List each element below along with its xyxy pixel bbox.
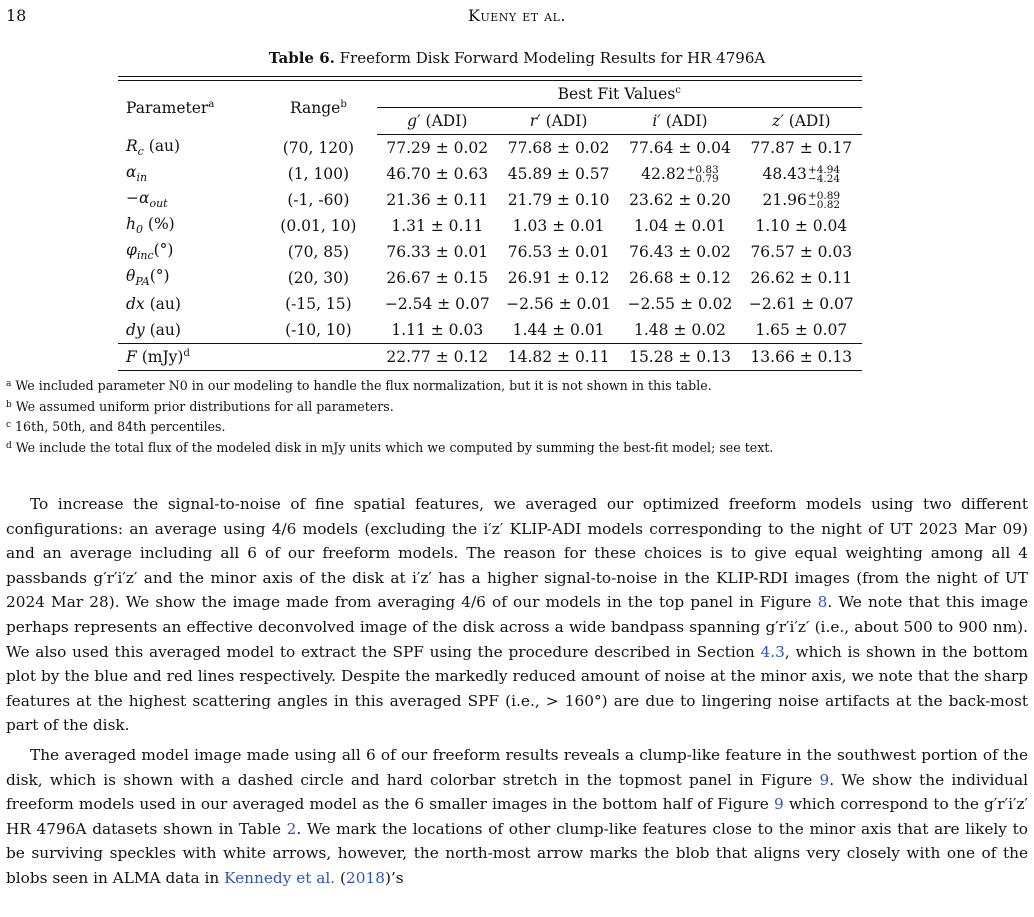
value-cell	[377, 187, 498, 213]
table-row	[118, 187, 862, 213]
value-cell	[741, 161, 862, 187]
header-parameter: Parameter$^a$	[126, 98, 215, 117]
value-cell	[377, 135, 498, 162]
value-cell	[741, 135, 862, 162]
param-symbol: F	[126, 348, 137, 366]
param-footnote: d	[183, 348, 190, 359]
value-text: 26.62 ± 0.11	[750, 269, 853, 287]
param-subscript: 0	[135, 223, 143, 237]
value-cell	[619, 291, 740, 317]
value-text: 1.44 ± 0.01	[512, 321, 605, 339]
value-text: 23.62 ± 0.20	[629, 191, 731, 209]
table-row	[118, 239, 862, 265]
paragraph-1: To increase the signal-to-noise of fine spatial features, we averaged our optimized freeform models using two different configurations: an average using 4/6 models (excluding the i′z′ KLIP-ADI models corresponding to the night of UT 2023 Mar 09) and an average including all 6 of our freeform models. The reason for these choices is to give equal weighting among all 4 passbands g′r′i′z′ and the minor axis of the disk at i′z′ has a higher signal-to-noise in the KLIP-RDI images (from the night of UT 2024 Mar 28). We show the image made from averaging 4/6 of our models in the top panel in Figure 8. We note that this image perhaps represents an effective deconvolved image of the disk across a wide bandpass spanning g′r′i′z′ (i.e., about 500 to 900 nm). We also used this averaged model to extract the SPF using the procedure described in Section 4.3, which is shown in the bottom plot by the blue and red lines respectively. Despite the markedly reduced amount of noise at the minor axis, we note that the sharp features at the highest scattering angles in this averaged SPF (i.e., > 160°) are due to lingering noise artifacts at the back-most part of the disk.	[6, 495, 1028, 735]
paragraph-2: The averaged model image made using all 6 of our freeform results reveals a clump-like feature in the southwest portion of the disk, which is shown with a dashed circle and hard colorbar stretch in the topmost panel in Figure 9. We show the individual freeform models used in our averaged model as the 6 smaller images in the bottom half of Figure 9 which correspond to the g′r′i′z′ HR 4796A datasets shown in Table 2. We mark the locations of other clump-like features close to the minor axis that are likely to be surviving speckles with white arrows, however, the north-most arrow marks the blob that aligns very closely with one of the blobs seen in ALMA data in Kennedy et al. (2018)’s	[6, 745, 1028, 887]
citation-link-kennedy[interactable]: Kennedy et al.	[224, 868, 336, 887]
table-rows	[118, 135, 862, 371]
asym-errors	[807, 189, 841, 211]
param-cell	[118, 135, 260, 162]
asym-errors	[807, 163, 841, 185]
value-cell: 15.28 ± 0.13	[619, 344, 740, 371]
error-minus: −0.79	[686, 172, 719, 185]
range-cell: (1, 100)	[287, 165, 350, 183]
param-cell	[118, 161, 260, 187]
param-subscript: c	[137, 145, 144, 159]
value-text: 1.03 ± 0.01	[512, 217, 605, 235]
param-unit: (au)	[144, 295, 181, 313]
value-cell	[377, 265, 498, 291]
value-text: −2.56 ± 0.01	[506, 295, 612, 313]
range-cell	[260, 344, 376, 371]
value-cell	[498, 213, 619, 239]
citation-link-2018[interactable]: 2018	[346, 868, 385, 887]
footnote	[6, 416, 1026, 437]
param-symbol: R	[126, 137, 138, 156]
param-subscript: out	[149, 197, 168, 211]
table-link-2[interactable]: 2	[286, 819, 297, 838]
table-row	[118, 317, 862, 344]
value-cell	[619, 317, 740, 344]
top-rule	[118, 76, 862, 77]
table-label: Table 6.	[268, 49, 335, 67]
range-cell: (70, 85)	[287, 243, 350, 261]
value-cell	[377, 317, 498, 344]
value-cell	[498, 239, 619, 265]
value-cell	[498, 135, 619, 162]
footnote	[6, 396, 1026, 417]
param-subscript: inc	[136, 249, 154, 263]
value-text: −2.61 ± 0.07	[748, 295, 854, 313]
footnote-mark: a	[6, 379, 12, 389]
param-cell	[118, 344, 260, 371]
value-text: 42.82	[641, 164, 686, 183]
table-row	[118, 161, 862, 187]
value-text: 26.68 ± 0.12	[629, 269, 731, 287]
value-cell	[741, 265, 862, 291]
value-text: 76.57 ± 0.03	[750, 243, 853, 261]
param-cell	[118, 239, 260, 265]
header-band-i: i′ (ADI)	[619, 108, 740, 135]
value-text: 45.89 ± 0.57	[507, 165, 610, 183]
footnote	[6, 437, 1026, 458]
footnote-mark: d	[6, 440, 12, 451]
param-symbol: dy	[126, 321, 145, 339]
value-cell	[498, 317, 619, 344]
value-text: 76.33 ± 0.01	[386, 243, 489, 261]
value-text: 46.70 ± 0.63	[386, 165, 489, 183]
value-cell	[619, 265, 740, 291]
value-cell	[377, 161, 498, 187]
value-cell	[619, 135, 740, 162]
value-cell	[619, 161, 740, 187]
value-cell	[619, 187, 740, 213]
param-unit: (°)	[153, 241, 174, 260]
value-cell	[498, 291, 619, 317]
value-cell: 14.82 ± 0.11	[498, 344, 619, 371]
value-text: −2.54 ± 0.07	[384, 295, 490, 313]
value-cell: 13.66 ± 0.13	[741, 344, 862, 371]
value-text: 1.04 ± 0.01	[634, 217, 726, 235]
table-row	[118, 291, 862, 317]
value-cell	[741, 317, 862, 344]
value-cell	[498, 187, 619, 213]
value-text: 77.64 ± 0.04	[629, 139, 731, 157]
error-plus: +0.89	[807, 189, 841, 202]
param-unit: (mJy)	[136, 348, 184, 366]
param-symbol: θ	[126, 267, 136, 286]
param-cell	[118, 187, 260, 213]
param-symbol: φ	[126, 241, 137, 260]
error-minus: −4.24	[807, 172, 841, 185]
value-text: 26.91 ± 0.12	[507, 269, 610, 287]
footnote-text: We included parameter N0 in our modeling to handle the flux normalization, but it is not shown in this table.	[15, 378, 712, 393]
table-caption	[0, 49, 1034, 67]
error-plus: +4.94	[807, 163, 841, 176]
param-subscript: PA	[135, 275, 150, 289]
value-cell	[377, 239, 498, 265]
header-band-r: r′ (ADI)	[498, 108, 619, 135]
value-text: 1.10 ± 0.04	[755, 217, 848, 235]
footnote-mark: b	[6, 399, 12, 410]
running-head: Kueny et al.	[467, 6, 566, 25]
value-cell	[377, 291, 498, 317]
figure-link-8[interactable]: 8	[817, 593, 828, 612]
value-text: 1.48 ± 0.02	[634, 321, 726, 339]
header-band-z: z′ (ADI)	[741, 108, 862, 135]
range-cell: (0.01, 10)	[280, 217, 357, 235]
value-text: 1.65 ± 0.07	[755, 321, 848, 339]
value-text: 77.87 ± 0.17	[750, 139, 853, 157]
table-title: Freeform Disk Forward Modeling Results for HR 4796A	[339, 49, 766, 67]
page-number: 18	[6, 6, 27, 25]
range-cell: (-15, 15)	[285, 295, 352, 313]
header-best-fit: Best Fit Values$^c$	[377, 81, 862, 108]
param-symbol: α	[126, 163, 137, 182]
param-symbol: −α	[126, 189, 150, 208]
param-subscript: in	[136, 171, 148, 185]
section-link-4-3[interactable]: 4.3	[760, 642, 785, 661]
value-text: 77.29 ± 0.02	[386, 139, 489, 157]
value-text: 21.79 ± 0.10	[507, 191, 610, 209]
value-text: 21.36 ± 0.11	[386, 191, 489, 209]
header-band-g: g′ (ADI)	[377, 108, 498, 135]
table-body	[118, 81, 862, 371]
figure-link-9[interactable]: 9	[819, 770, 830, 789]
value-text: 1.11 ± 0.03	[391, 321, 484, 339]
table-row	[118, 265, 862, 291]
param-unit: (°)	[149, 267, 170, 286]
value-cell	[377, 213, 498, 239]
error-minus: −0.82	[807, 198, 841, 211]
param-symbol: h	[126, 215, 136, 234]
footnote-text: 16th, 50th, and 84th percentiles.	[15, 419, 226, 434]
value-cell	[741, 291, 862, 317]
param-unit: (au)	[143, 137, 181, 156]
range-cell: (70, 120)	[282, 138, 355, 157]
table-row	[118, 135, 862, 162]
footnote	[6, 375, 1026, 396]
value-text: −2.55 ± 0.02	[627, 295, 733, 313]
value-text: 76.43 ± 0.02	[629, 243, 731, 261]
value-cell	[619, 213, 740, 239]
value-text: 26.67 ± 0.15	[386, 269, 489, 287]
results-table	[118, 76, 862, 371]
value-cell	[741, 239, 862, 265]
value-text: 48.43	[762, 164, 807, 183]
value-text: 21.96	[762, 190, 807, 209]
param-cell	[118, 265, 260, 291]
param-unit: (%)	[142, 215, 175, 234]
value-cell	[741, 213, 862, 239]
range-cell: (20, 30)	[287, 269, 350, 287]
body-text	[6, 492, 1028, 896]
range-cell: (-1, -60)	[287, 191, 350, 209]
range-cell: (-10, 10)	[285, 321, 352, 339]
footnote-text: We include the total flux of the modeled disk in mJy units which we computed by summing the best-fit model; see text.	[15, 439, 774, 455]
table-row-flux	[118, 344, 862, 371]
value-cell	[619, 239, 740, 265]
table-footnotes	[6, 375, 1026, 457]
table-row	[118, 213, 862, 239]
param-cell	[118, 317, 260, 344]
figure-link-9b[interactable]: 9	[773, 795, 784, 814]
footnote-text: We assumed uniform prior distributions for all parameters.	[15, 398, 394, 414]
value-text: 1.31 ± 0.11	[391, 217, 484, 235]
value-cell	[741, 187, 862, 213]
header-range: Range$^b$	[290, 98, 347, 117]
asym-errors	[686, 163, 719, 185]
value-cell: 22.77 ± 0.12	[377, 344, 498, 371]
error-plus: +0.83	[686, 163, 719, 176]
footnote-mark: c	[6, 420, 12, 430]
value-text: 76.53 ± 0.01	[507, 243, 610, 261]
param-cell	[118, 291, 260, 317]
param-unit: (au)	[144, 321, 181, 339]
value-cell	[498, 265, 619, 291]
param-symbol: dx	[126, 295, 145, 313]
param-cell	[118, 213, 260, 239]
value-cell	[498, 161, 619, 187]
value-text: 77.68 ± 0.02	[507, 139, 610, 157]
